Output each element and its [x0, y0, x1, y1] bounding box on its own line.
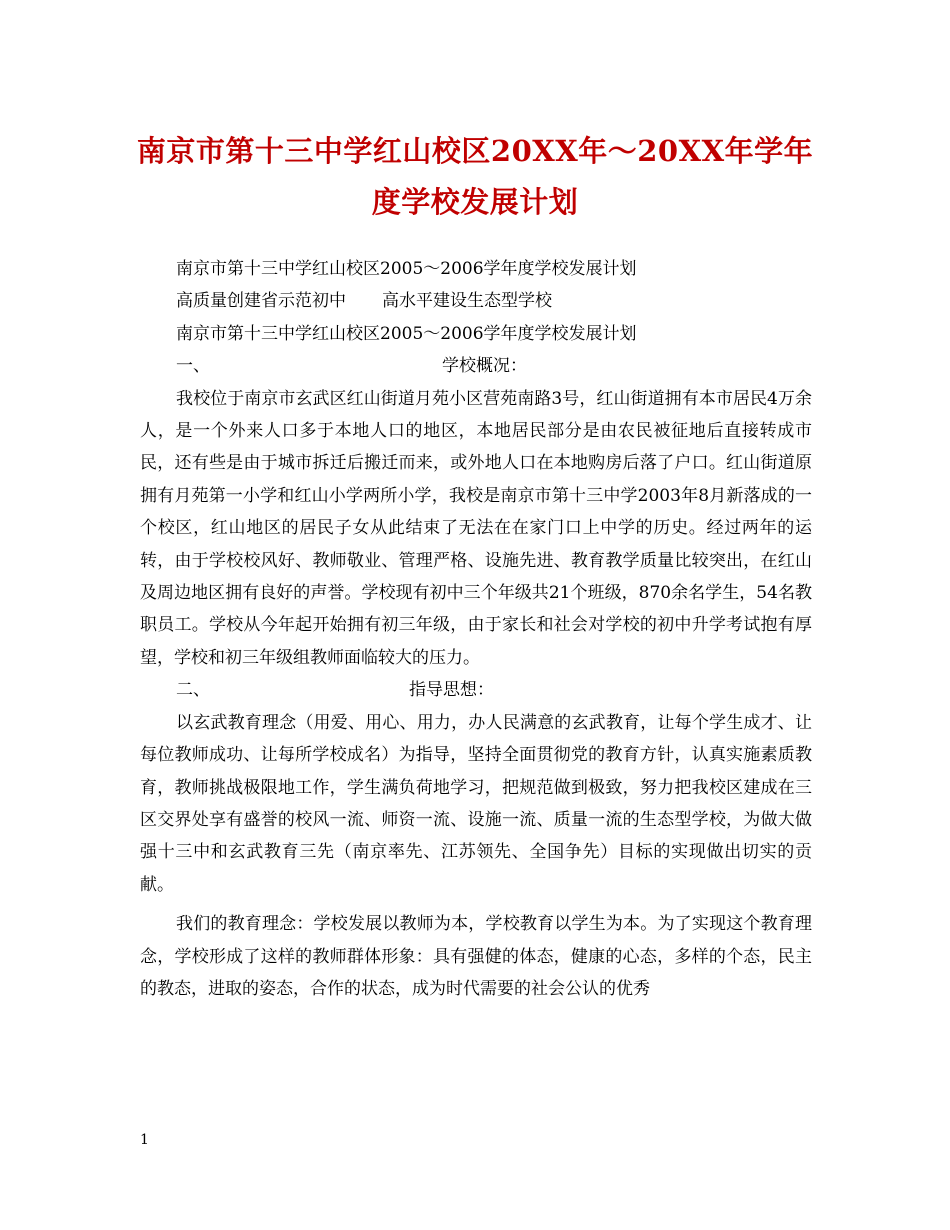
guiding-ideology-paragraph: 以玄武教育理念（用爱、用心、用力，办人民满意的玄武教育，让每个学生成才、让每位教师成功、让每所学校成名）为指导，坚持全面贯彻党的教育方针，认真实施素质教育，教师挑战极限地工作，学生满负荷地学习，把规范做到极致，努力把我校区建成在三区交界处享有盛誉的校风一流、师资一流、设施一流、质量一流的生态型学校，为做大做强十三中和玄武教育三先（南京率先、江苏领先、全国争先）目标的实现做出切实的贡献。: [140, 712, 812, 895]
section-number: 一、: [176, 356, 210, 377]
section-title: 学校概况：: [442, 356, 527, 377]
overview-paragraph: 我校位于南京市玄武区红山街道月苑小区营苑南路3号，红山街道拥有本市居民4万余人，是一个外来人口多于本地人口的地区，本地居民部分是由农民被征地后直接转成市民，还有些是由于城市拆迁后搬迁而来，或外地人口在本地购房后落了户口。红山街道原拥有月苑第一小学和红山小学两所小学，我校是南京市第十三中学2003年8月新落成的一个校区，红山地区的居民子女从此结束了无法在在家门口上中学的历史。经过两年的运转，由于学校校风好、教师敬业、管理严格、设施先进、教育教学质量比较突出，在红山及周边地区拥有良好的声誉。学校现有初中三个年级共21个班级，870余名学生，54名教职员工。学校从今年起开始拥有初三年级，由于家长和社会对学校的初中升学考试抱有厚望，学校和初三年级组教师面临较大的压力。: [140, 388, 812, 668]
slogan-part-2: 高水平建设生态型学校: [382, 291, 552, 312]
section-title: 指导思想：: [409, 680, 494, 701]
slogan-line: [140, 285, 812, 317]
page-number: 1: [140, 1132, 149, 1148]
document-body: [140, 253, 812, 1005]
intro-line-repeat: 南京市第十三中学红山校区2005～2006学年度学校发展计划: [176, 323, 637, 344]
intro-line: 南京市第十三中学红山校区2005～2006学年度学校发展计划: [176, 259, 637, 279]
section-number: 二、: [176, 680, 210, 701]
education-philosophy-paragraph: 我们的教育理念：学校发展以教师为本，学校教育以学生为本。为了实现这个教育理念，学校形成了这样的教师群体形象：具有强健的体态，健康的心态，多样的个态，民主的教态，进取的姿态，合作的状态，成为时代需要的社会公认的优秀: [140, 914, 812, 999]
slogan-part-1: 高质量创建省示范初中: [176, 291, 346, 312]
document-title: 南京市第十三中学红山校区20XX年～20XX年学年度学校发展计划: [136, 134, 814, 219]
section-heading-overview: [140, 350, 812, 382]
section-heading-guiding-ideology: [140, 674, 812, 706]
